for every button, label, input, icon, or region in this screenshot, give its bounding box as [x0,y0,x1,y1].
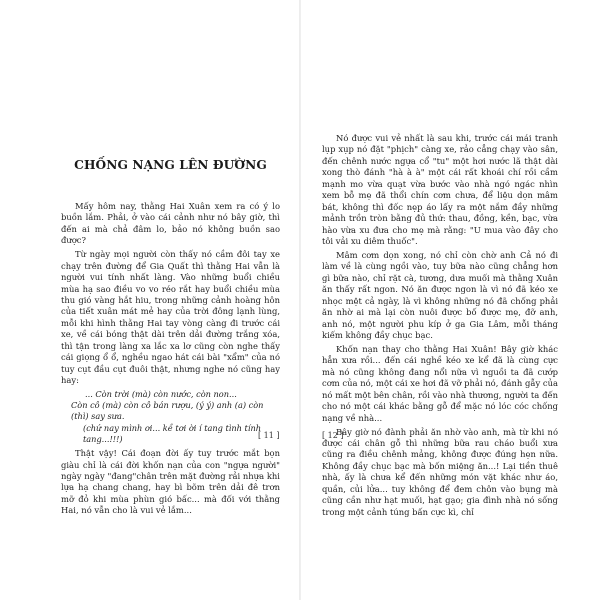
paragraph: Mâm cơm dọn xong, nó chỉ còn chờ anh Cả nó đi làm về là cùng ngồi vào, tuy bữa nào cũng chẳng hơn gì bữa nào, chỉ rặt cà, tương, dưa muối mà thằng Xuân ăn thấy rất ngon. Nó ăn được ngon là vì nó đã kéo xe nhọc mệt cả ngày, là vì không những nó đã chống phải ăn nhờ ai mà lại còn nuôi được bố được mẹ, đỡ anh, anh nó, một người phu kíp ở ga Gia Lâm, mỗi tháng kiếm không đầy chục bạc. [322,249,558,341]
book-gutter [299,0,301,600]
paragraph: Từ ngày mọi người còn thấy nó cầm đôi tay xe chạy trên đường để Gia Quất thì thằng Hai vẫn là người vui tính nhất làng. Vào những buổi chiều mùa hạ sao điều vo vo réo rắt hay buổi chiều mùa thu gió vàng hắt hiu, trong những cảnh hoàng hôn của tiết xuân mát mẻ hay của trời đông lạnh lùng, mỗi khi hình thằng Hai tay vòng càng đi trước cái xe, về cái bóng thật dài trên dải đường trắng xóa, thì tận trong làng xa lắc xa lơ cũng còn nghe thấy cái giọng ổ ổ, nghều ngao hát cái bài "xẩm" của nó tuy cụt đầu cụt đuôi thật, nhưng nghe nó cũng hay hay: [61,249,280,386]
paragraph: Mấy hôm nay, thằng Hai Xuân xem ra có ý lo buồn lắm. Phải, ở vào cái cảnh như nó bây giờ, thì đến ai mà chả đâm lo, bảo nó không buồn sao được? [61,201,280,246]
verse-line: Còn cô (mà) còn cô bán rượu, (ý ý) anh (a) còn (thì) say sưa. [71,400,264,422]
page-number-left: [ 11 ] [258,431,280,440]
song-verse [61,389,280,445]
paragraph: Bây giờ nó đành phải ăn nhờ vào anh, mà từ khi nó được cái chân gỗ thì những bữa rau cháo buổi xưa cũng ra điều chênh mảng, không được đúng hẹn nữa. Không đầy chục bạc mà bốn miệng ăn...! Lại tiền thuê nhà, ấy là chưa kể đến những món vặt khác như áo, quần, củi lửa... tuy không để đem chôn vào bụng mà cũng cần như hạt muối, hạt gạo; gia đình nhà nó sống trong một cảnh túng bấn cực kì, chỉ [322,426,558,517]
verse-line: ... Còn trời (mà) còn nước, còn non... [85,389,237,400]
verse-line: (chứ nay mình ơi... kề tơi ời í tang tình tính tang...!!!) [83,422,262,444]
paragraph: Thật vậy! Cái đoạn đời ấy tuy trước mắt bọn giàu chỉ là cái đời khốn nạn của con "ngựa người" ngày ngày "đang"chân trên mặt đường rải nhựa khi lựa hạ chang chang, hay bì bõm trên dải đê trơn mỡ đỏ khi mùa phùn gió bấc... mà đối với thằng Hai, nó vẫn cho là vui vẻ lắm... [61,448,280,516]
right-page-body [322,133,558,521]
paragraph: Nó được vui vẻ nhất là sau khi, trước cái mái tranh lụp xụp nó đặt "phịch" càng xe, rảo cẳng chạy vào sân, đến chênh nước ngựa cổ "tu" một hơi nước lã thật dài xong thò đánh "hà à à" một cái rất khoái chí rồi cầm mạnh mo vừa quạt vừa bước vào nhà ngó ngác nhìn xem bỗ mẹ đã thổi chín cơm chưa, để liệu dọn mâm bát, không thì đốc nẹp áo lấy ra một nắm đầy những mảnh trồn tròn bằng đủ thứ: thau, đồng, kền, bạc, vừa hào vừa xu đưa cho mẹ mà rằng: "U mua vào đây cho tôi vải xu diêm thuốc". [322,133,558,247]
page-number-right: [ 12 ] [322,431,344,440]
chapter-title: CHỐNG NẠNG LÊN ĐƯỜNG [74,158,267,172]
paragraph: Khốn nạn thay cho thằng Hai Xuân! Bây giờ khác hẳn xưa rồi... đến cái nghề kéo xe kể đã là cùng cực mà nó cũng không đang nổi nữa vì nguồi ta đã cướp cơm của nó, một cái xe hơi đã vỡ phải nó, đánh gẫy của nó mất một bên chân, rồi vào nhà thương, người ta đến cho nó một cái khác bằng gỗ để mặc nó lóc cóc chống nạng về nhà... [322,343,558,423]
left-page-body [61,201,280,519]
